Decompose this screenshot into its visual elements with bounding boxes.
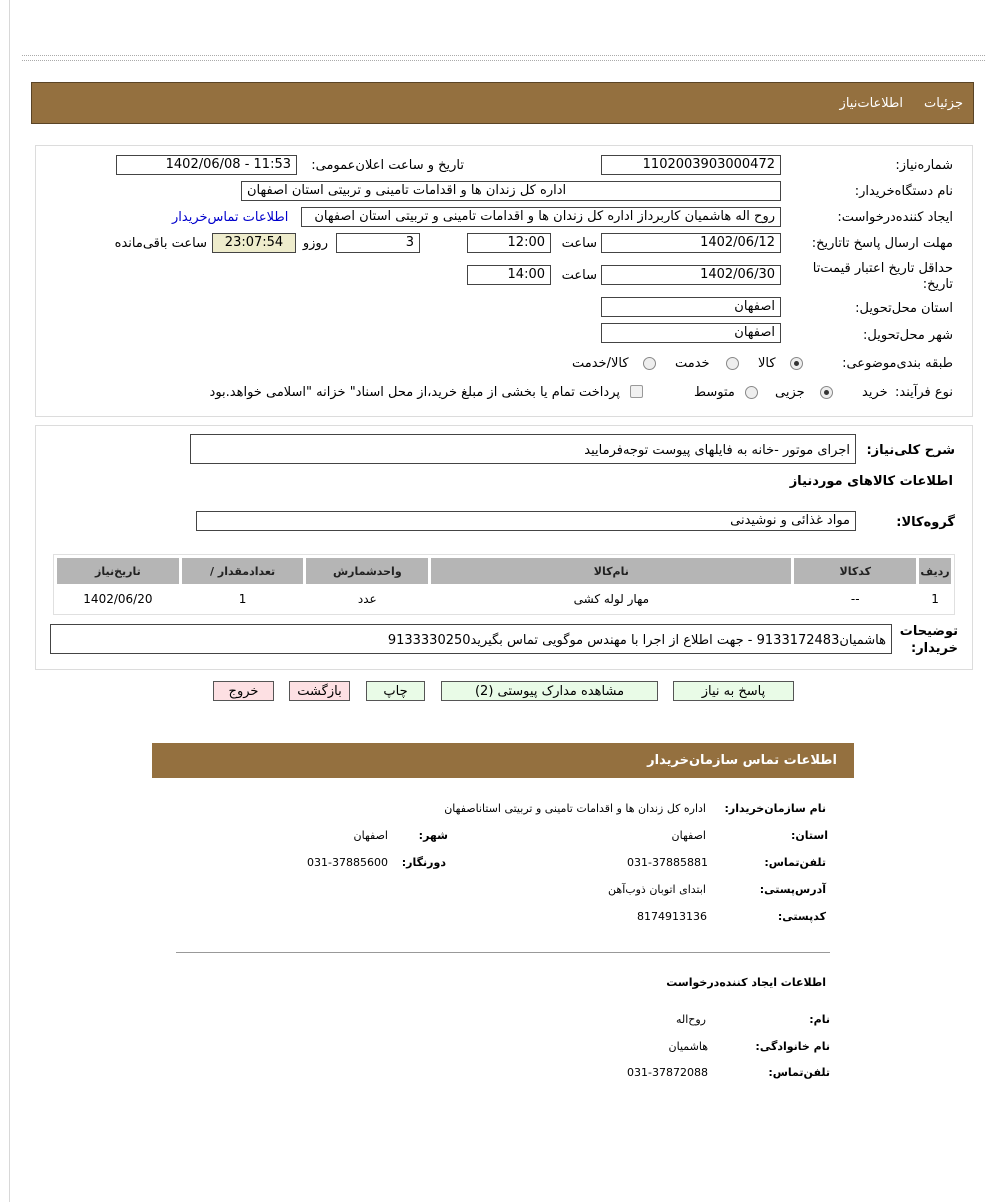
need-number-label: شماره‌نیاز: <box>895 158 953 173</box>
days-field[interactable]: 3 <box>336 233 420 253</box>
deadline-time-label: ساعت <box>561 236 597 251</box>
remaining-label: ساعت باقی‌مانده <box>114 236 207 251</box>
goods-table <box>54 555 954 614</box>
goods-table-wrapper <box>53 554 955 615</box>
cell-code: -- <box>850 592 860 606</box>
creator-family-value: هاشمیان <box>668 1040 708 1053</box>
buyer-org-label: نام دستگاه‌خریدار: <box>854 184 953 199</box>
validity-label-2: تاریخ: <box>922 277 953 292</box>
tab-need-info[interactable]: اطلاعات‌نیاز <box>839 96 903 111</box>
buyer-notes-label-1: توضیحات <box>899 624 958 639</box>
city-label: شهر محل‌تحویل: <box>863 328 953 343</box>
category-goods-service-label: کالا/خدمت <box>572 356 629 371</box>
col-name: نام‌کالا <box>431 558 791 584</box>
org-name-value: اداره کل زندان ها و اقدامات تامینی و تربیتی استاناصفهان <box>444 802 706 815</box>
org-name-label: نام سازمان‌خریدار: <box>724 802 826 815</box>
goods-group-field[interactable]: مواد غذائی و نوشیدنی <box>196 511 856 531</box>
creator-field[interactable]: روح اله هاشمیان کاربرداز اداره کل زندان ها و اقدامات تامینی و تربیتی استان اصفهان <box>301 207 781 227</box>
contact-city-value: اصفهان <box>353 829 388 842</box>
goods-group-label: گروه‌کالا: <box>896 515 955 530</box>
table-row <box>57 587 951 611</box>
contact-city-label: شهر: <box>418 829 448 842</box>
col-unit: واحد‌شمارش <box>306 558 428 584</box>
creator-name-value: روح‌اله <box>675 1013 706 1026</box>
col-date: تاریخ‌نیاز <box>57 558 179 584</box>
validity-date-field[interactable]: 1402/06/30 <box>601 265 781 285</box>
description-field[interactable]: اجرای موتور -خانه به فایلهای پیوست توجه‌فرمایید <box>190 434 856 464</box>
process-label: نوع فرآیند: <box>895 385 953 400</box>
cell-date: 1402/06/20 <box>83 592 153 606</box>
back-button[interactable]: بازگشت <box>289 681 350 701</box>
process-minor-label: جزیی <box>775 385 805 400</box>
details-header-bar <box>31 82 974 124</box>
province-label: استان محل‌تحویل: <box>855 301 953 316</box>
contact-postal-value: 8174913136 <box>637 910 707 923</box>
cell-row: 1 <box>931 592 939 606</box>
creator-phone-value: 031-37872088 <box>627 1066 708 1079</box>
announce-label: تاریخ و ساعت اعلان‌عمومی: <box>311 158 464 173</box>
treasury-checkbox[interactable] <box>630 385 643 398</box>
contact-postal-label: کد‌پستی: <box>777 910 826 923</box>
validity-time-field[interactable]: 14:00 <box>467 265 551 285</box>
contact-fax-value: 031-37885600 <box>307 856 388 869</box>
contact-title: اطلاعات تماس سازمان‌خریدار <box>647 753 837 768</box>
attachments-button[interactable]: مشاهده مدارک پیوستی (2) <box>441 681 658 701</box>
remaining-time-field: 23:07:54 <box>212 233 296 253</box>
cell-name: مهار لوله کشی <box>573 592 650 606</box>
contact-province-value: اصفهان <box>671 829 706 842</box>
contact-fax-label: دورنگار: <box>401 856 446 869</box>
need-number-field[interactable]: 1102003903000472 <box>601 155 781 175</box>
validity-time-label: ساعت <box>561 268 597 283</box>
print-button[interactable]: چاپ <box>366 681 425 701</box>
creator-family-label: نام خانوادگی: <box>755 1040 830 1053</box>
deadline-date-field[interactable]: 1402/06/12 <box>601 233 781 253</box>
dotted-separator <box>22 55 985 61</box>
reply-button[interactable]: پاسخ به نیاز <box>673 681 794 701</box>
description-label: شرح کلی‌نیاز: <box>866 443 955 458</box>
city-field[interactable]: اصفهان <box>601 323 781 343</box>
creator-name-label: نام: <box>809 1013 830 1026</box>
deadline-label: مهلت ارسال پاسخ تا‌تاریخ: <box>811 236 953 251</box>
exit-button[interactable]: خروج <box>213 681 274 701</box>
category-radio-service[interactable] <box>726 357 739 370</box>
contact-divider <box>176 952 830 953</box>
table-header-row <box>57 558 951 584</box>
contact-phone-label: تلفن‌تماس: <box>764 856 826 869</box>
page-left-border <box>9 0 10 1202</box>
goods-info-title: اطلاعات کالاهای موردنیاز <box>789 474 953 489</box>
contact-address-label: آدرس‌پستی: <box>759 883 826 896</box>
process-radio-minor[interactable] <box>820 386 833 399</box>
creator-info-title: اطلاعات ایجاد کننده‌درخواست <box>666 976 826 989</box>
col-code: کدکالا <box>794 558 916 584</box>
cell-qty: 1 <box>238 592 247 606</box>
category-radio-goods-service[interactable] <box>643 357 656 370</box>
contact-phone-value: 031-37885881 <box>627 856 708 869</box>
category-goods-label: کالا <box>758 356 776 371</box>
col-qty: تعداد‌مقدار / <box>182 558 304 584</box>
process-radio-medium[interactable] <box>745 386 758 399</box>
province-field[interactable]: اصفهان <box>601 297 781 317</box>
category-radio-goods[interactable] <box>790 357 803 370</box>
col-row: ردیف <box>919 558 951 584</box>
cell-unit: عدد <box>357 592 377 606</box>
treasury-note: پرداخت تمام یا بخشی از مبلغ خرید،از محل اسناد" خزانه "اسلامی خواهد.بود <box>209 385 620 400</box>
deadline-time-field[interactable]: 12:00 <box>467 233 551 253</box>
process-buy-label: خرید <box>862 385 888 400</box>
category-label: طبقه بندی‌موضوعی: <box>842 356 953 371</box>
validity-label-1: حداقل تاریخ اعتبار قیمت‌تا <box>812 261 953 276</box>
announce-datetime-field[interactable]: 1402/06/08 - 11:53 <box>116 155 297 175</box>
buyer-notes-field[interactable]: هاشمیان9133172483 - جهت اطلاع از اجرا با مهندس موگویی تماس بگیرید9133330250 <box>50 624 892 654</box>
tab-details[interactable]: جزئیات <box>924 96 963 111</box>
contact-address-value: ابتدای اتوبان ذوب‌آهن <box>608 883 706 896</box>
creator-phone-label: تلفن‌تماس: <box>768 1066 830 1079</box>
buyer-notes-label-2: خریدار: <box>911 641 958 656</box>
contact-province-label: استان: <box>791 829 828 842</box>
contact-header-bar <box>152 743 854 778</box>
category-service-label: خدمت <box>675 356 710 371</box>
buyer-org-field[interactable]: اداره کل زندان ها و اقدامات تامینی و تربیتی استان اصفهان <box>241 181 781 201</box>
process-medium-label: متوسط <box>694 385 735 400</box>
buyer-contact-link[interactable]: اطلاعات تماس‌خریدار <box>172 210 289 225</box>
days-label: روزو <box>302 236 328 251</box>
creator-label: ایجاد کننده‌درخواست: <box>837 210 953 225</box>
